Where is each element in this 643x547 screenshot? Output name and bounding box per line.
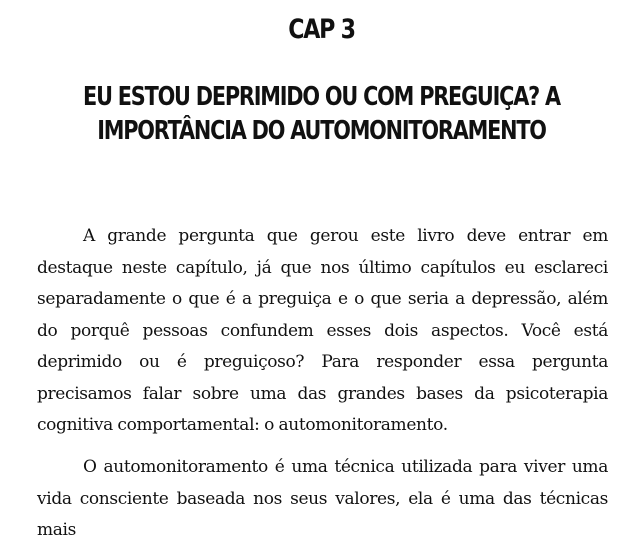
chapter-title-line-1: EU ESTOU DEPRIMIDO OU COM PREGUIÇA? A (83, 82, 560, 112)
chapter-title (64, 80, 578, 148)
chapter-label: CAP 3 (288, 14, 355, 45)
chapter-title-line-2: IMPORTÂNCIA DO AUTOMONITORAMENTO (97, 116, 546, 146)
body-paragraph-2: O automonitoramento é uma técnica utilizada para viver uma vida consciente baseada nos seus valores, ela é uma das técnicas mais (37, 457, 608, 540)
body-paragraph-1: A grande pergunta que gerou este livro deve entrar em destaque neste capítulo, já que nos último capítulos eu esclareci separadamente o que é a preguiça e o que seria a depressão, além do porquê pessoas confundem esses dois aspectos. Você está deprimido ou é preguiçoso? Para responder essa pergunta precisamos falar sobre uma das grandes bases da psicoterapia cognitiva comportamental: o automonitoramento. (37, 226, 608, 435)
